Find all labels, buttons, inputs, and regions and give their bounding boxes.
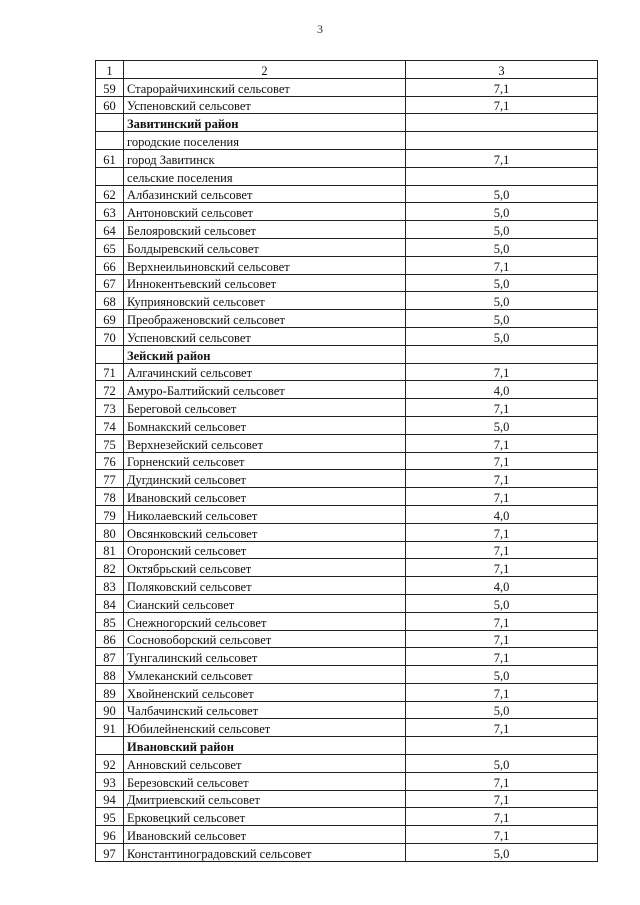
settlement-name: Амуро-Балтийский сельсовет [124,381,406,399]
row-value: 4,0 [406,577,598,595]
row-number: 72 [96,381,124,399]
row-value: 7,1 [406,96,598,114]
table-row [96,488,598,506]
row-value: 7,1 [406,149,598,167]
row-number: 79 [96,505,124,523]
table-row [96,434,598,452]
table-row [96,630,598,648]
settlement-name: Овсянковский сельсовет [124,523,406,541]
table-row [96,808,598,826]
settlement-name: Верхнезейский сельсовет [124,434,406,452]
row-value: 7,1 [406,523,598,541]
settlements-table [95,60,598,862]
settlement-name: Антоновский сельсовет [124,203,406,221]
row-number: 78 [96,488,124,506]
settlement-name: Юбилейненский сельсовет [124,719,406,737]
row-number: 61 [96,149,124,167]
settlement-name: Бомнакский сельсовет [124,416,406,434]
settlement-name: Огоронский сельсовет [124,541,406,559]
settlement-name: Верхнеильиновский сельсовет [124,256,406,274]
row-value: 7,1 [406,470,598,488]
settlement-name: Горненский сельсовет [124,452,406,470]
table-row [96,719,598,737]
settlement-name: Чалбачинский сельсовет [124,701,406,719]
row-number: 93 [96,772,124,790]
settlement-name: Ивановский сельсовет [124,488,406,506]
row-value: 5,0 [406,238,598,256]
row-value [406,114,598,132]
row-number: 92 [96,755,124,773]
row-value: 4,0 [406,381,598,399]
row-value: 7,1 [406,808,598,826]
table-row [96,96,598,114]
row-value: 7,1 [406,772,598,790]
row-number: 71 [96,363,124,381]
table-row [96,470,598,488]
header-cell-value: 3 [406,61,598,79]
row-number [96,114,124,132]
row-number: 95 [96,808,124,826]
settlement-name: Умлеканский сельсовет [124,666,406,684]
settlement-name: Анновский сельсовет [124,755,406,773]
row-value: 7,1 [406,826,598,844]
settlement-name: Старорайчихинский сельсовет [124,78,406,96]
table-row [96,203,598,221]
settlement-name: Октябрьский сельсовет [124,559,406,577]
row-value: 5,0 [406,666,598,684]
table-row [96,541,598,559]
row-value: 5,0 [406,185,598,203]
row-number: 81 [96,541,124,559]
table-row [96,772,598,790]
row-value: 7,1 [406,78,598,96]
row-number: 85 [96,612,124,630]
row-number: 83 [96,577,124,595]
table-row [96,826,598,844]
row-value: 7,1 [406,648,598,666]
row-value: 5,0 [406,203,598,221]
subheading-row [96,167,598,185]
table-row [96,238,598,256]
table-row [96,594,598,612]
settlement-name: Константиноградовский сельсовет [124,844,406,862]
row-number [96,737,124,755]
row-value: 7,1 [406,683,598,701]
row-number: 97 [96,844,124,862]
row-value: 5,0 [406,221,598,239]
table-row [96,452,598,470]
header-cell-name: 2 [124,61,406,79]
settlement-name: город Завитинск [124,149,406,167]
row-value: 5,0 [406,274,598,292]
row-number: 69 [96,310,124,328]
row-number: 74 [96,416,124,434]
settlement-name: Белояровский сельсовет [124,221,406,239]
row-number: 90 [96,701,124,719]
row-value: 5,0 [406,292,598,310]
table-row [96,149,598,167]
page-number: 3 [317,22,323,36]
row-value: 4,0 [406,505,598,523]
district-name: Зейский район [124,345,406,363]
row-value [406,737,598,755]
row-number: 80 [96,523,124,541]
settlement-name: Успеновский сельсовет [124,96,406,114]
row-number: 88 [96,666,124,684]
settlement-name: Албазинский сельсовет [124,185,406,203]
row-value: 5,0 [406,701,598,719]
row-number: 75 [96,434,124,452]
table-row [96,612,598,630]
row-value [406,167,598,185]
district-row [96,345,598,363]
table-row [96,274,598,292]
settlement-name: Сианский сельсовет [124,594,406,612]
row-number: 66 [96,256,124,274]
subheading-row [96,132,598,150]
district-row [96,114,598,132]
row-value [406,132,598,150]
settlement-name: Сосновоборский сельсовет [124,630,406,648]
table-header-row [96,61,598,79]
row-value: 7,1 [406,363,598,381]
table-row [96,790,598,808]
table-row [96,523,598,541]
settlement-name: Алгачинский сельсовет [124,363,406,381]
table-body [96,61,598,862]
row-value [406,345,598,363]
table-row [96,416,598,434]
settlement-name: Хвойненский сельсовет [124,683,406,701]
settlement-name: Иннокентьевский сельсовет [124,274,406,292]
row-value: 7,1 [406,559,598,577]
row-number: 63 [96,203,124,221]
row-number: 62 [96,185,124,203]
row-value: 5,0 [406,416,598,434]
row-number: 96 [96,826,124,844]
table-row [96,505,598,523]
row-number: 65 [96,238,124,256]
settlement-name: Тунгалинский сельсовет [124,648,406,666]
row-number: 59 [96,78,124,96]
row-number: 87 [96,648,124,666]
row-value: 5,0 [406,755,598,773]
settlement-name: Поляковский сельсовет [124,577,406,595]
settlement-name: Успеновский сельсовет [124,327,406,345]
district-row [96,737,598,755]
row-value: 7,1 [406,434,598,452]
subheading-label: сельские поселения [124,167,406,185]
district-name: Ивановский район [124,737,406,755]
table-row [96,310,598,328]
row-number: 67 [96,274,124,292]
row-number [96,167,124,185]
table-row [96,292,598,310]
table-row [96,363,598,381]
settlement-name: Болдыревский сельсовет [124,238,406,256]
row-value: 7,1 [406,630,598,648]
row-number: 89 [96,683,124,701]
settlement-name: Береговой сельсовет [124,399,406,417]
row-value: 7,1 [406,488,598,506]
row-value: 7,1 [406,790,598,808]
row-number [96,132,124,150]
table-row [96,399,598,417]
table-row [96,221,598,239]
row-value: 7,1 [406,719,598,737]
row-number: 86 [96,630,124,648]
row-number: 77 [96,470,124,488]
table-row [96,844,598,862]
row-value: 5,0 [406,310,598,328]
settlement-name: Николаевский сельсовет [124,505,406,523]
table-row [96,683,598,701]
row-value: 5,0 [406,327,598,345]
table-row [96,327,598,345]
row-number: 94 [96,790,124,808]
row-number: 82 [96,559,124,577]
table-row [96,701,598,719]
district-name: Завитинский район [124,114,406,132]
header-cell-number: 1 [96,61,124,79]
table-row [96,666,598,684]
settlement-name: Березовский сельсовет [124,772,406,790]
table-row [96,256,598,274]
table-row [96,648,598,666]
row-value: 7,1 [406,452,598,470]
settlement-name: Преображеновский сельсовет [124,310,406,328]
row-value: 7,1 [406,399,598,417]
table-row [96,185,598,203]
row-number: 91 [96,719,124,737]
row-value: 5,0 [406,594,598,612]
row-value: 7,1 [406,541,598,559]
subheading-label: городские поселения [124,132,406,150]
settlement-name: Ивановский сельсовет [124,826,406,844]
settlement-name: Дмитриевский сельсовет [124,790,406,808]
table-row [96,577,598,595]
row-number: 64 [96,221,124,239]
settlement-name: Снежногорский сельсовет [124,612,406,630]
row-number: 76 [96,452,124,470]
row-value: 7,1 [406,612,598,630]
settlement-name: Куприяновский сельсовет [124,292,406,310]
row-number: 68 [96,292,124,310]
table-row [96,78,598,96]
table-row [96,559,598,577]
row-number: 60 [96,96,124,114]
row-value: 5,0 [406,844,598,862]
row-number: 70 [96,327,124,345]
row-number: 84 [96,594,124,612]
row-number [96,345,124,363]
settlement-name: Ерковецкий сельсовет [124,808,406,826]
table-row [96,381,598,399]
table-row [96,755,598,773]
row-number: 73 [96,399,124,417]
row-value: 7,1 [406,256,598,274]
settlement-name: Дугдинский сельсовет [124,470,406,488]
